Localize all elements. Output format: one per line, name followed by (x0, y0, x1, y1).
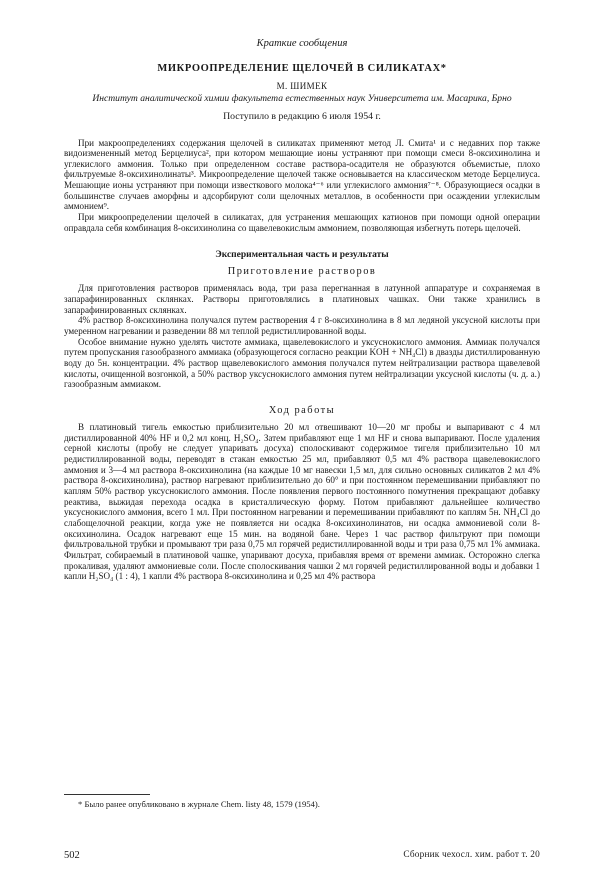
section-label: Краткие сообщения (256, 38, 348, 49)
procedure-paragraph: В платиновый тигель емкостью приблизительно 20 мл отвешивают 10—20 мг пробы и выпаривают с 4 мл дистиллированной 40% HF и 0,2 мл конц. H₂SO₄. Затем прибавляют еще 1 мл HF и снова выпаривают. После удаления серной кислоты (пробу не следует упаривать досуха) сполоскивают содержимое тигеля приблизительно 10 мл редистиллированной воды, переводят в стакан емкостью 25 мл, прибавляют 0,5 мл 4% раствора щавелевокислого аммония и 3—4 мл раствора 8-оксихинолина (на каждые 10 мг навески 1,5 мл, для сильно основных силикатов 2 мл 4% раствора 8-оксихинолина), раствор нагревают приблизительно до 60° и при постоянном перемешивании прибавляют по каплям 50% раствор уксуснокислого аммония. После появления первого постоянного помутнения прекращают добавку реактива, выжидая перехода осадка в кристаллическую форму. Потом прибавляют дальнейшее количество уксуснокислого аммония, всего 1 мл. При постоянном нагревании и перемешивании прибавляют по каплям 5н. NH₄Cl до слабощелочной реакции, когда уже не появляется ни осадка 8-оксихинолинатов, ни осадка аммониевой соли 8-оксихинолина. Осадок нагревают еще 15 мин. на водяной бане. Через 1 час раствор фильтруют при помощи фильтровальной трубки и промывают три раза 0,75 мл горячей редистиллированной воды и три раза 0,75 мл 1% аммиака. Фильтрат, собираемый в платиновой чашке, упаривают досуха, прибавляя время от времени аммиак. Осторожно слегка прокаливая, удаляют аммониевые соли. После сполоскивания чашки 2 мл горячей редистиллированной воды и добавки 1 капли H₂SO₄ (1 : 4), 1 капли 4% раствора 8-оксихинолина и 0,25 мл 4% раствора (64, 421, 540, 582)
reagents-section (64, 283, 540, 390)
procedure-section (64, 422, 540, 582)
page-footer (64, 850, 540, 861)
subsection-heading-procedure: Ход работы (268, 404, 336, 416)
intro-paragraph: При макроопределениях содержания щелочей в силикатах применяют метод Л. Смита¹ и с недавних пор также видоизмененный метод Берцелиуса², при котором мешающие ионы устраняют при помощи смеси 8-оксихинолина и углекислого аммония. Только при определенном составе раствора-осадителя не образуются объемистые, плохо фильтруемые 8-оксихинолинаты³. Микроопределение щелочей также основывается на классическом методе Берцелиуса. Мешающие ионы устраняют при помощи известкового молока⁴⁻⁶ или углекислого аммония⁷⁻⁸. Образующиеся осадки в большинстве случаев аморфны и адсорбируют соли щелочных металлов, в особенности при осаждении углекислым аммонием⁹. (64, 137, 540, 212)
section-heading: Экспериментальная часть и результаты (215, 250, 389, 261)
footnote: * Было ранее опубликовано в журнале Chem. listy 48, 1579 (1954). (78, 799, 320, 809)
author: М. ШИМЕК (276, 81, 328, 91)
reagents-paragraph: Особое внимание нужно уделять чистоте аммиака, щавелевокислого и уксуснокислого аммония. Аммиак получался путем пропускания газообразного аммиака (образующегося согласно реакции KOH + NH₄Cl) в двазды дистиллированную воду до 5н. концентрации. 4% раствор щавелевокислого аммония получался путем нейтрализации раствора щавелевой кислоты, очищенной возгонкой, а 50% раствор уксуснокислого аммония путем нейтрализации уксусной кислоты (ч. д. а.) газообразным аммиаком. (64, 336, 540, 390)
intro-section (64, 138, 540, 234)
page-number: 502 (64, 850, 80, 861)
journal-name: Сборник чехосл. хим. работ т. 20 (403, 850, 540, 860)
subsection-heading-reagents: Приготовление растворов (227, 266, 377, 278)
article-title: МИКРООПРЕДЕЛЕНИЕ ЩЕЛОЧЕЙ В СИЛИКАТАХ* (157, 63, 447, 74)
affiliation: Институт аналитической химии факультета естественных наук Университета им. Масарика, Брно (92, 93, 512, 104)
reagents-paragraph: 4% раствор 8-оксихинолина получался путем растворения 4 г 8-оксихинолина в 8 мл ледяной уксусной кислоты при умеренном нагревании и разведении 88 мл теплой редистиллированной воды. (64, 315, 540, 337)
intro-paragraph: При микроопределении щелочей в силикатах, для устранения мешающих катионов при помощи одной операции оправдала себя комбинация 8-оксихинолина со щавелевокислым аммонием, позволяющая избегнуть потерь щелочей. (64, 212, 540, 233)
footnote-divider (64, 794, 150, 795)
reagents-paragraph: Для приготовления растворов применялась вода, три раза перегнанная в латунной аппаратуре и сохраняемая в запарафинированных склянках. Растворы приготовлялись в платиновых чашках. Они также хранились в запарафинированных склянках. (64, 283, 540, 315)
received-date: Поступило в редакцию 6 июля 1954 г. (223, 110, 381, 122)
